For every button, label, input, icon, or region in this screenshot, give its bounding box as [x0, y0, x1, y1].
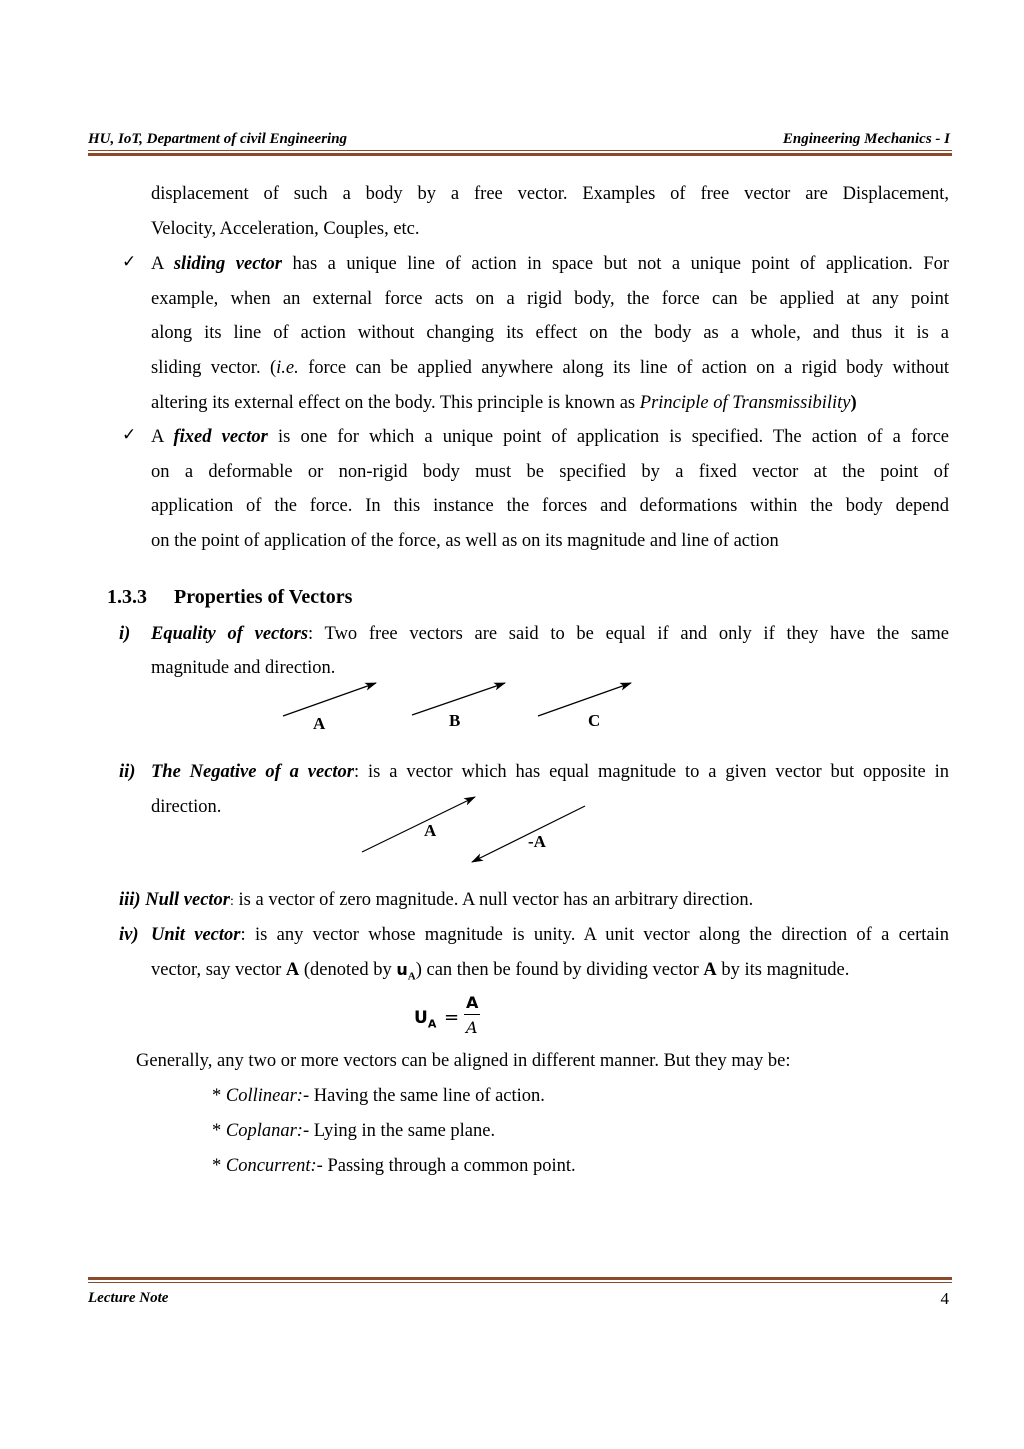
general-item-concurrent: * Concurrent:- Passing through a common point. [212, 1156, 576, 1176]
item-iii-line: iii) Null vector: is a vector of zero magnitude. A null vector has an arbitrary direction. [119, 890, 754, 910]
formula-lhs: $U_A$ [414, 1008, 437, 1031]
label-neg-a: A [424, 821, 437, 840]
label-b: B [449, 711, 461, 730]
null-term: Null vector [145, 890, 230, 910]
check-icon: ✓ [122, 425, 137, 445]
footer-left: Lecture Note [88, 1290, 169, 1306]
item-iv-number: iv) [119, 925, 139, 945]
item-iv-line1: Unit vector: is any vector whose magnitude is unity. A unit vector along the direction of a certain [151, 925, 949, 945]
formula-fraction-bar [464, 1014, 480, 1015]
fixed-line2: on a deformable or non-rigid body must be specified by a fixed vector at the point of [151, 462, 949, 482]
negative-term: The Negative of a vector [151, 762, 354, 782]
formula-numerator: A [466, 993, 479, 1012]
label-neg-minus-a: -A [528, 832, 546, 851]
sliding-line1: A sliding vector has a unique line of action in space but not a unique point of application. For [151, 254, 949, 274]
unit-term: Unit vector [151, 925, 241, 945]
item-ii-line2: direction. [151, 797, 222, 817]
footer-rule-thick [88, 1277, 952, 1280]
item-i-line2: magnitude and direction. [151, 658, 336, 678]
check-icon: ✓ [122, 252, 137, 272]
principle-term: Principle of Transmissibility [639, 393, 851, 413]
item-ii-number: ii) [119, 762, 136, 782]
section-number: 1.3.3 [107, 586, 147, 608]
item-i-number: i) [119, 624, 131, 644]
label-a: A [313, 714, 326, 733]
footer-rule-thin [88, 1282, 952, 1283]
para1-line2: Velocity, Acceleration, Couples, etc. [151, 219, 420, 239]
item-i-line1: Equality of vectors: Two free vectors are said to be equal if and only if they have the same [151, 624, 949, 644]
page-number: 4 [940, 1289, 949, 1308]
fixed-term: fixed vector [173, 427, 268, 447]
equality-term: Equality of vectors [151, 624, 309, 644]
vector-positive-arrow [362, 797, 475, 852]
vector-c-arrow [538, 683, 631, 716]
label-c: C [588, 711, 601, 730]
fixed-line3: application of the force. In this instance the forces and deformations within the body depend [151, 496, 949, 516]
sliding-line5: altering its external effect on the body. This principle is known as Principle of Transmissibility) [151, 393, 857, 413]
section-title: Properties of Vectors [174, 586, 353, 608]
item-iv-line2: vector, say vector A (denoted by $u_A$) can then be found by dividing vector A by its magnitude. [151, 960, 850, 983]
fixed-line1: A fixed vector is one for which a unique point of application is specified. The action of a force [151, 427, 949, 447]
header-left: HU, IoT, Department of civil Engineering [88, 131, 348, 147]
item-ii-line1: The Negative of a vector: is a vector which has equal magnitude to a given vector but opposite in [151, 762, 949, 782]
para1-line1: displacement of such a body by a free vector. Examples of free vector are Displacement, [151, 184, 949, 204]
general-item-coplanar: * Coplanar:- Lying in the same plane. [212, 1121, 496, 1141]
formula-equals: = [444, 1007, 460, 1028]
fixed-line4: on the point of application of the force, as well as on its magnitude and line of action [151, 531, 779, 551]
header-right: Engineering Mechanics - I [782, 131, 950, 147]
sliding-line3: along its line of action without changing its effect on the body as a whole, and thus it is a [151, 323, 949, 343]
general-item-collinear: * Collinear:- Having the same line of action. [212, 1086, 545, 1106]
sliding-term: sliding vector [173, 254, 282, 274]
sliding-line2: example, when an external force acts on a rigid body, the force can be applied at any point [151, 289, 949, 309]
vector-a-arrow [283, 683, 376, 716]
general-intro: Generally, any two or more vectors can be aligned in different manner. But they may be: [136, 1051, 791, 1071]
formula-denominator: A [466, 1018, 478, 1037]
sliding-line4: sliding vector. (i.e. force can be applied anywhere along its line of action on a rigid body without [151, 358, 949, 378]
